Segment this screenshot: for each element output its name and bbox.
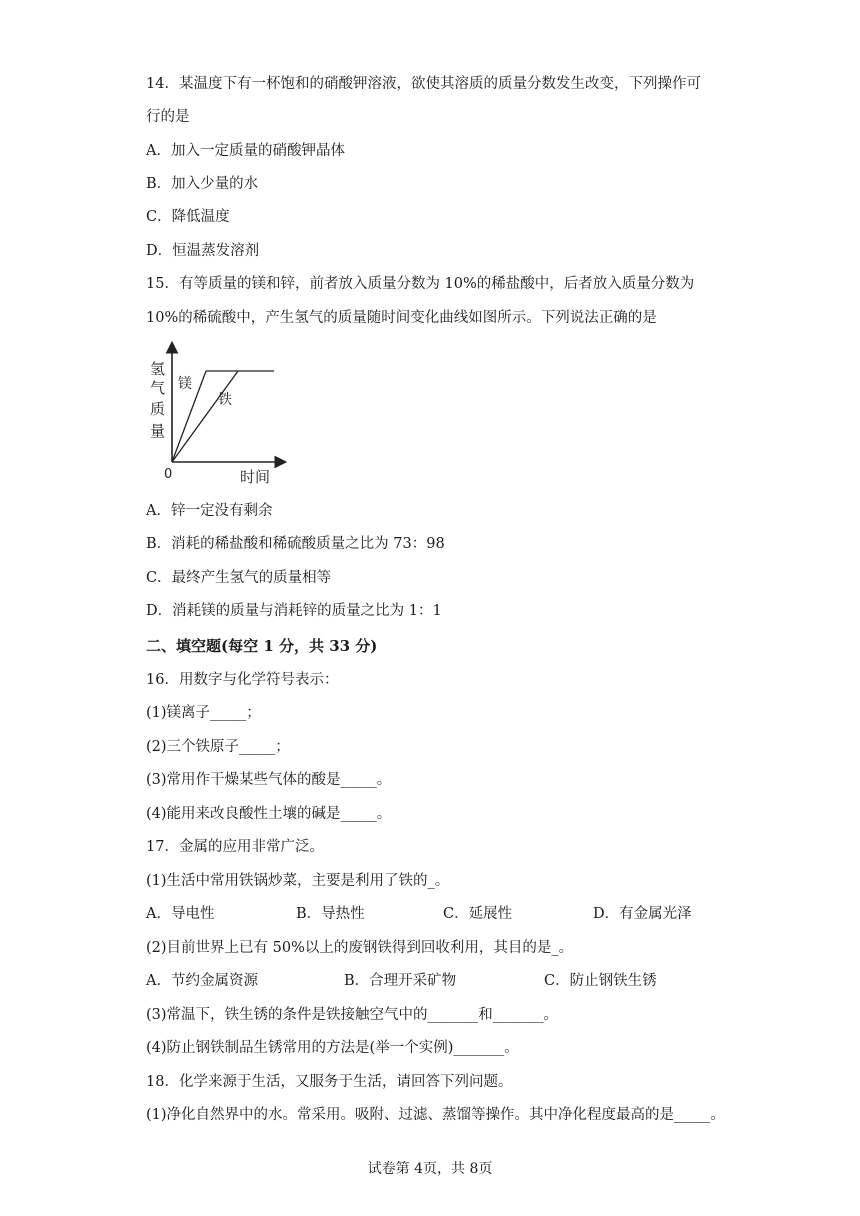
page-footer: 试卷第 4页，共 8页 bbox=[367, 1161, 493, 1177]
y-label-char-4: 量 bbox=[150, 422, 166, 440]
q17-sub1: (1)生活中常用铁锅炒菜，主要是利用了铁的_。 bbox=[146, 873, 450, 889]
q15-stem-line2: 10%的稀硫酸中，产生氢气的质量随时间变化曲线如图所示。下列说法正确的是 bbox=[146, 310, 657, 326]
y-label-char-3: 质 bbox=[150, 400, 166, 418]
q14-option-a: A．加入一定质量的硝酸钾晶体 bbox=[146, 143, 345, 159]
q16-item-3: (3)常用作干燥某些气体的酸是_____。 bbox=[146, 772, 392, 788]
q17-sub2: (2)目前世界上已有 50%以上的废钢铁得到回收利用，其目的是_。 bbox=[146, 940, 574, 956]
q17-sub3: (3)常温下，铁生锈的条件是铁接触空气中的_______和_______。 bbox=[146, 1007, 559, 1023]
q14-option-b: B．加入少量的水 bbox=[146, 176, 259, 192]
q15-stem-line1: 15．有等质量的镁和锌，前者放入质量分数为 10%的稀盐酸中，后者放入质量分数为 bbox=[146, 276, 695, 292]
q17-sub1-option-a: A．导电性 bbox=[146, 906, 215, 922]
q17-sub2-option-a: A．节约金属资源 bbox=[146, 973, 258, 989]
iron-label: 铁 bbox=[218, 392, 232, 408]
section-2-title: 二、填空题(每空 1 分，共 33 分) bbox=[146, 637, 378, 655]
q18-sub1: (1)净化自然界中的水。常采用。吸附、过滤、蒸馏等操作。其中净化程度最高的是_____。 bbox=[146, 1107, 725, 1123]
q16-item-1: (1)镁离子_____； bbox=[146, 705, 261, 721]
q15-option-c: C．最终产生氢气的质量相等 bbox=[146, 570, 332, 586]
magnesium-label: 镁 bbox=[178, 376, 192, 392]
origin-label: 0 bbox=[164, 467, 173, 482]
q17-sub1-options bbox=[146, 904, 766, 924]
y-label-char-1: 氢 bbox=[150, 360, 166, 378]
q16-item-2: (2)三个铁原子_____； bbox=[146, 739, 290, 755]
q14-stem-line1: 14．某温度下有一杯饱和的硝酸钾溶液，欲使其溶质的质量分数发生改变，下列操作可 bbox=[146, 76, 701, 92]
q17-sub2-option-c: C．防止钢铁生锈 bbox=[544, 973, 657, 989]
q17-sub1-option-b: B．导热性 bbox=[296, 906, 365, 922]
q14-option-c: C．降低温度 bbox=[146, 209, 230, 225]
q14-stem-line2: 行的是 bbox=[146, 109, 190, 125]
q15-option-b: B．消耗的稀盐酸和稀硫酸质量之比为 73：98 bbox=[146, 536, 445, 552]
q17-sub1-option-c: C．延展性 bbox=[443, 906, 513, 922]
x-axis-label: 时间 bbox=[240, 468, 271, 486]
q17-sub1-option-d: D．有金属光泽 bbox=[593, 906, 692, 922]
hydrogen-mass-figure bbox=[146, 338, 296, 490]
q16-item-4: (4)能用来改良酸性土壤的碱是_____。 bbox=[146, 806, 392, 822]
q17-sub2-option-b: B．合理开采矿物 bbox=[344, 973, 457, 989]
q18-stem: 18．化学来源于生活，又服务于生活，请回答下列问题。 bbox=[146, 1074, 513, 1090]
q17-stem: 17．金属的应用非常广泛。 bbox=[146, 839, 324, 855]
q14-option-d: D．恒温蒸发溶剂 bbox=[146, 243, 260, 259]
q17-sub4: (4)防止钢铁制品生锈常用的方法是(举一个实例)_______。 bbox=[146, 1040, 519, 1056]
q16-stem: 16．用数字与化学符号表示： bbox=[146, 672, 339, 688]
q15-option-a: A．锌一定没有剩余 bbox=[146, 503, 273, 519]
q17-sub2-options bbox=[146, 971, 766, 991]
y-label-char-2: 气 bbox=[150, 379, 166, 397]
q15-option-d: D．消耗镁的质量与消耗锌的质量之比为 1：1 bbox=[146, 603, 442, 619]
